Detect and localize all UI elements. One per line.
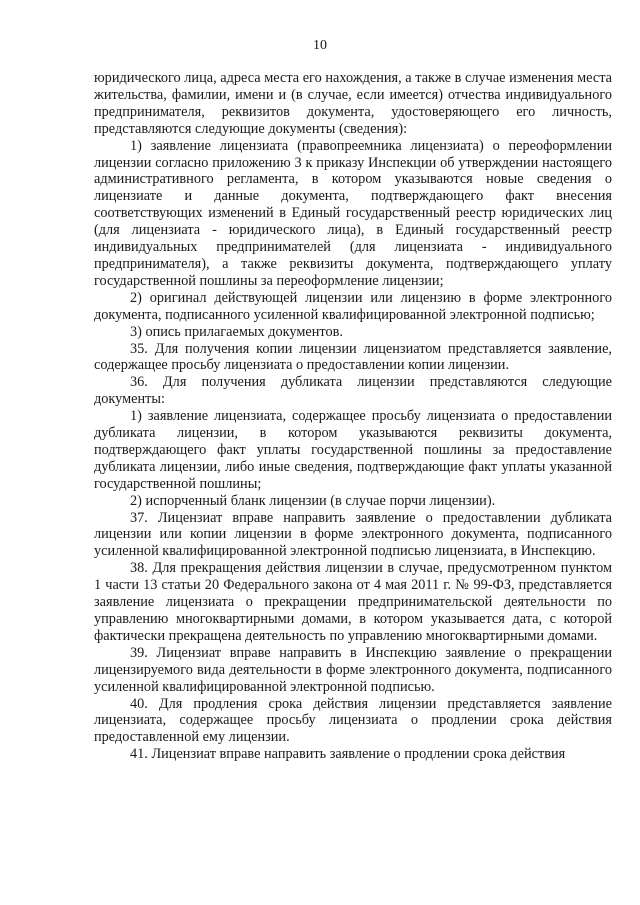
paragraph: 35. Для получения копии лицензии лицензиатом представляется заявление, содержащее просьбу лицензиата о предоставлении копии лицензии.: [94, 340, 612, 374]
paragraph: 1) заявление лицензиата (правопреемника лицензиата) о переоформлении лицензии согласно приложению 3 к приказу Инспекции об утверждении настоящего административного регламента, в котором указываются новые сведения о лицензиате и данные документа, подтверждающего факт внесения соответствующих изменений в Единый государственный реестр юридических лиц (для лицензиата - юридического лица), в Единый государственный реестр индивидуальных предпринимателей (для лицензиата - индивидуального предпринимателя), а также реквизиты документа, подтверждающего уплату государственной пошлины за переоформление лицензии;: [94, 137, 612, 289]
paragraph: 40. Для продления срока действия лицензии представляется заявление лицензиата, содержащее просьбу лицензиата о продлении срока действия предоставленной ему лицензии.: [94, 695, 612, 746]
page-number: 10: [313, 38, 327, 53]
paragraph: 2) оригинал действующей лицензии или лицензию в форме электронного документа, подписанного усиленной квалифицированной электронной подписью;: [94, 289, 612, 323]
paragraph: юридического лица, адреса места его нахождения, а также в случае изменения места жительства, фамилии, имени и (в случае, если имеется) отчества индивидуального предпринимателя, реквизитов документа, удостоверяющего его личность, представляются следующие документы (сведения):: [94, 70, 612, 137]
paragraph: 37. Лицензиат вправе направить заявление о предоставлении дубликата лицензии или копии лицензии в форме электронного документа, подписанного усиленной квалифицированной электронной подписью лицензиата, в Инспекцию.: [94, 509, 612, 560]
paragraph: 36. Для получения дубликата лицензии представляются следующие документы:: [94, 374, 612, 408]
paragraph: 41. Лицензиат вправе направить заявление о продлении срока действия: [130, 746, 566, 763]
paragraph: 38. Для прекращения действия лицензии в случае, предусмотренном пунктом 1 части 13 статьи 20 Федерального закона от 4 мая 2011 г. № 99-ФЗ, представляется заявление лицензиата о прекращении предпринимательской деятельности по управлению многоквартирными домами, в котором указывается дата, с которой фактически прекращена деятельность по управлению многоквартирными домами.: [94, 560, 612, 644]
document-body: [94, 70, 612, 763]
paragraph: 3) опись прилагаемых документов.: [130, 323, 343, 340]
paragraph: 2) испорченный бланк лицензии (в случае порчи лицензии).: [130, 492, 496, 509]
paragraph: 1) заявление лицензиата, содержащее просьбу лицензиата о предоставлении дубликата лицензии, в котором указываются реквизиты документа, подтверждающего факт уплаты государственной пошлины за предоставление дубликата лицензии, либо иные сведения, подтверждающие факт уплаты указанной государственной пошлины;: [94, 408, 612, 492]
paragraph: 39. Лицензиат вправе направить в Инспекцию заявление о прекращении лицензируемого вида деятельности в форме электронного документа, подписанного усиленной квалифицированной электронной подписью.: [94, 644, 612, 695]
